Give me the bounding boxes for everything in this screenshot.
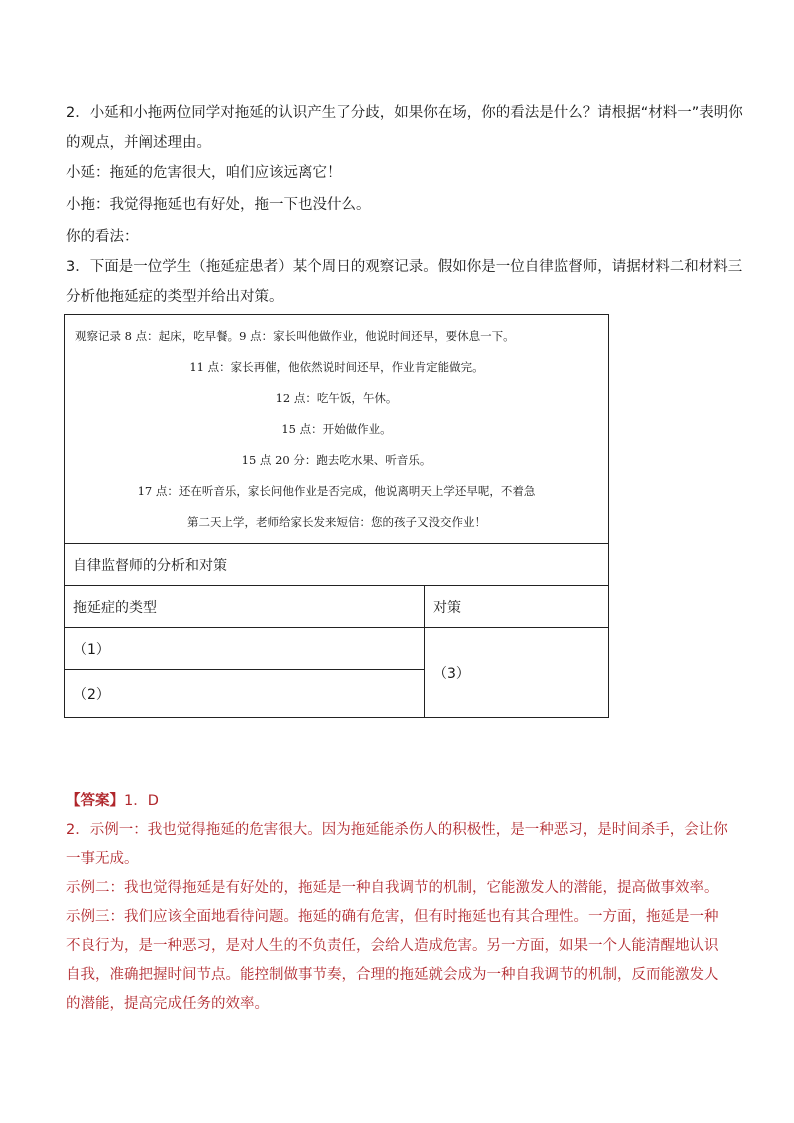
answer-tag: 【答案】 xyxy=(66,793,124,809)
question-3-line-2: 分析他拖延症的类型并给出对策。 xyxy=(66,289,284,305)
answer-2-example-1: 2．示例一：我也觉得拖延的危害很大。因为拖延能杀伤人的积极性，是一种恶习，是时间杀手，会让你一事无成。 xyxy=(66,822,728,867)
observation-line: 观察记录 8 点：起床，吃早餐。9 点：家长叫他做作业，他说时间还早，要休息一下。 xyxy=(75,328,515,343)
observation-record-cell xyxy=(65,315,609,544)
answer-blank-2[interactable]: （2） xyxy=(65,670,425,718)
observation-table xyxy=(64,314,609,718)
answer-section xyxy=(66,787,730,1019)
measure-column-header: 对策 xyxy=(425,586,609,628)
observation-line: 17 点：还在听音乐，家长问他作业是否完成，他说离明天上学还早呢，不着急 xyxy=(137,483,536,498)
question-2-line-2: 的观点，并阐述理由。 xyxy=(66,135,211,151)
answer-2-example-3: 示例三：我们应该全面地看待问题。拖延的确有危害，但有时拖延也有其合理性。一方面，拖延是一种不良行为，是一种恶习，是对人生的不负责任，会给人造成危害。另一方面，如果一个人能清醒地认识自我，准确把握时间节点。能控制做事节奏，合理的拖延就会成为一种自我调节的机制，反而能激发人的潜能，提高完成任务的效率。 xyxy=(66,909,719,1012)
answer-2-example-2: 示例二：我也觉得拖延是有好处的，拖延是一种自我调节的机制，它能激发人的潜能，提高做事效率。 xyxy=(66,880,719,896)
your-view-label: 你的看法： xyxy=(66,229,139,245)
question-2-line-1: 2．小延和小拖两位同学对拖延的认识产生了分歧，如果你在场，你的看法是什么？请根据“材料一”表明你 xyxy=(66,105,743,121)
observation-line: 第二天上学，老师给家长发来短信：您的孩子又没交作业！ xyxy=(187,514,486,529)
observation-line: 15 点：开始做作业。 xyxy=(281,421,392,436)
xiaoyan-statement: 小延：拖延的危害很大，咱们应该远离它！ xyxy=(66,165,342,181)
answer-blank-3[interactable]: （3） xyxy=(425,628,609,718)
observation-line: 11 点：家长再催，他依然说时间还早，作业肯定能做完。 xyxy=(189,359,484,374)
answer-blank-1[interactable]: （1） xyxy=(65,628,425,670)
observation-line: 12 点：吃午饭，午休。 xyxy=(275,390,398,405)
xiaotuo-statement: 小拖：我觉得拖延也有好处，拖一下也没什么。 xyxy=(66,197,371,213)
question-3-line-1: 3．下面是一位学生（拖延症患者）某个周日的观察记录。假如你是一位自律监督师，请据材料二和材料三 xyxy=(66,259,743,275)
observation-line: 15 点 20 分：跑去吃水果、听音乐。 xyxy=(241,452,432,467)
analysis-header-cell: 自律监督师的分析和对策 xyxy=(65,544,609,586)
answer-1: 1．D xyxy=(124,793,159,809)
type-column-header: 拖延症的类型 xyxy=(65,586,425,628)
answer-line-1 xyxy=(66,787,730,816)
